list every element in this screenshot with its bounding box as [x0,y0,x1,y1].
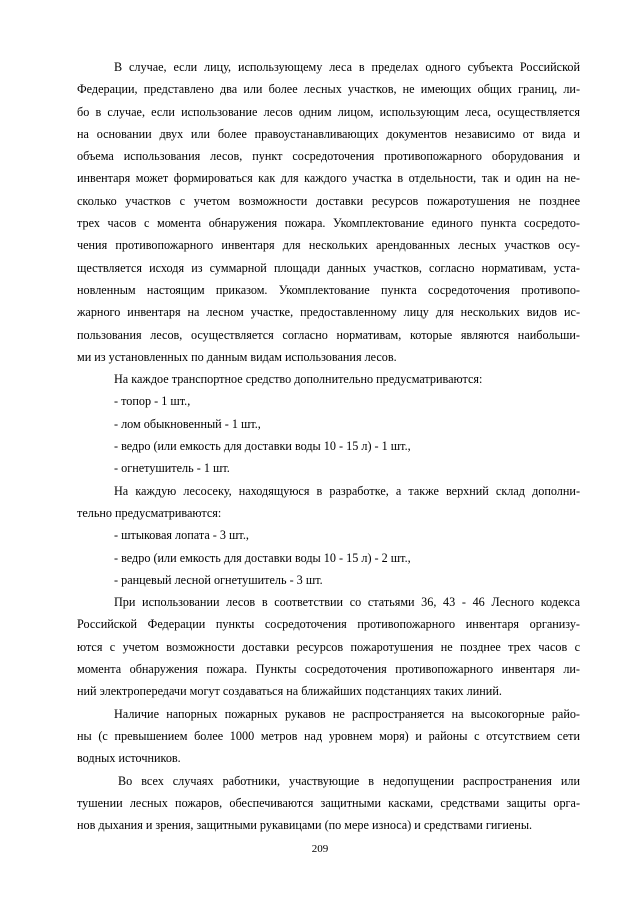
list-item: - огнетушитель - 1 шт. [114,461,230,476]
text-line: сколько участков с учетом возможности доставки ресурсов пожаротушения не позднее [77,193,580,208]
text-line: бо в случае, если использование лесов одним лицом, использующим леса, осуществляется [77,104,580,119]
page-number: 209 [311,843,329,855]
text-line: на основании двух или более правоустанавливающих документов независимо от вида и [77,126,580,141]
text-line: ществляется исходя из суммарной площади данных участков, согласно нормативам, уста- [77,260,580,275]
text-line: тушении лесных пожаров, обеспечиваются защитными касками, средствами защиты орга- [77,795,580,810]
list-item: - ведро (или емкость для доставки воды 10 - 15 л) - 2 шт., [114,550,411,565]
text-line: На каждое транспортное средство дополнительно предусматриваются: [114,372,483,387]
text-line: пользования лесов, осуществляется согласно нормативам, которые являются наибольши- [77,327,580,342]
paragraph-forest-plots [77,56,580,368]
paragraph-vehicle-equipment [77,368,580,479]
paragraph-cutting-area-equipment [77,480,580,591]
text-line: момента обнаружения пожара. Пункты сосредоточения противопожарного инвентаря ли- [77,662,580,677]
text-line: объема использования лесов, пункт сосредоточения противопожарного оборудования и [77,149,580,164]
text-line: чения противопожарного инвентаря для нескольких арендованных лесных участков осу- [77,238,580,253]
list-item: - топор - 1 шт., [114,394,191,409]
text-line: Федерации, представлено два или более лесных участков, не имеющих общих границ, ли- [77,82,580,97]
list-item: - ранцевый лесной огнетушитель - 3 шт. [114,572,323,587]
text-line: ются с учетом возможности доставки ресурсов пожаротушения не позднее трех часов с [77,639,580,654]
list-item: - штыковая лопата - 3 шт., [114,528,249,543]
text-line: При использовании лесов в соответствии со статьями 36, 43 - 46 Лесного кодекса [114,595,580,610]
list-item: - лом обыкновенный - 1 шт., [114,416,261,431]
paragraph-forest-code [77,591,580,702]
text-line: ми из установленных по данным видам использования лесов. [77,349,397,364]
text-line: тельно предусматриваются: [77,505,222,520]
text-line: новленным настоящим приказом. Укомплектование пункта сосредоточения противопо- [77,282,580,297]
text-line: В случае, если лицу, использующему леса в пределах одного субъекта Российской [114,60,580,74]
text-line: трех часов с момента обнаружения пожара. Укомплектование единого пункта сосредото- [77,216,580,231]
text-line: Наличие напорных пожарных рукавов не распространяется на высокогорные райо- [114,706,580,721]
text-line: водных источников. [77,751,181,766]
text-line: На каждую лесосеку, находящуюся в разработке, а также верхний склад дополни- [114,483,580,498]
paragraph-fire-hoses [77,703,580,770]
list-item: - ведро (или емкость для доставки воды 10 - 15 л) - 1 шт., [114,439,411,454]
text-line: инвентаря может формироваться как для каждого участка в отдельности, так и один на не- [77,171,580,186]
text-line: Российской Федерации пункты сосредоточения противопожарного инвентаря организу- [77,617,580,632]
text-line: Во всех случаях работники, участвующие в недопущении распространения или [118,773,580,788]
document-page [77,56,580,836]
text-line: нов дыхания и зрения, защитными рукавицами (по мере износа) и средствами гигиены. [77,818,533,833]
paragraph-protective-equipment [77,770,580,837]
text-line: ны (с превышением более 1000 метров над уровнем моря) и районы с отсутствием сети [77,728,580,743]
text-line: ний электропередачи могут создаваться на ближайших подстанциях таких линий. [77,684,502,699]
text-line: жарного инвентаря на лесном участке, предоставленному лицу для нескольких видов ис- [77,305,580,320]
